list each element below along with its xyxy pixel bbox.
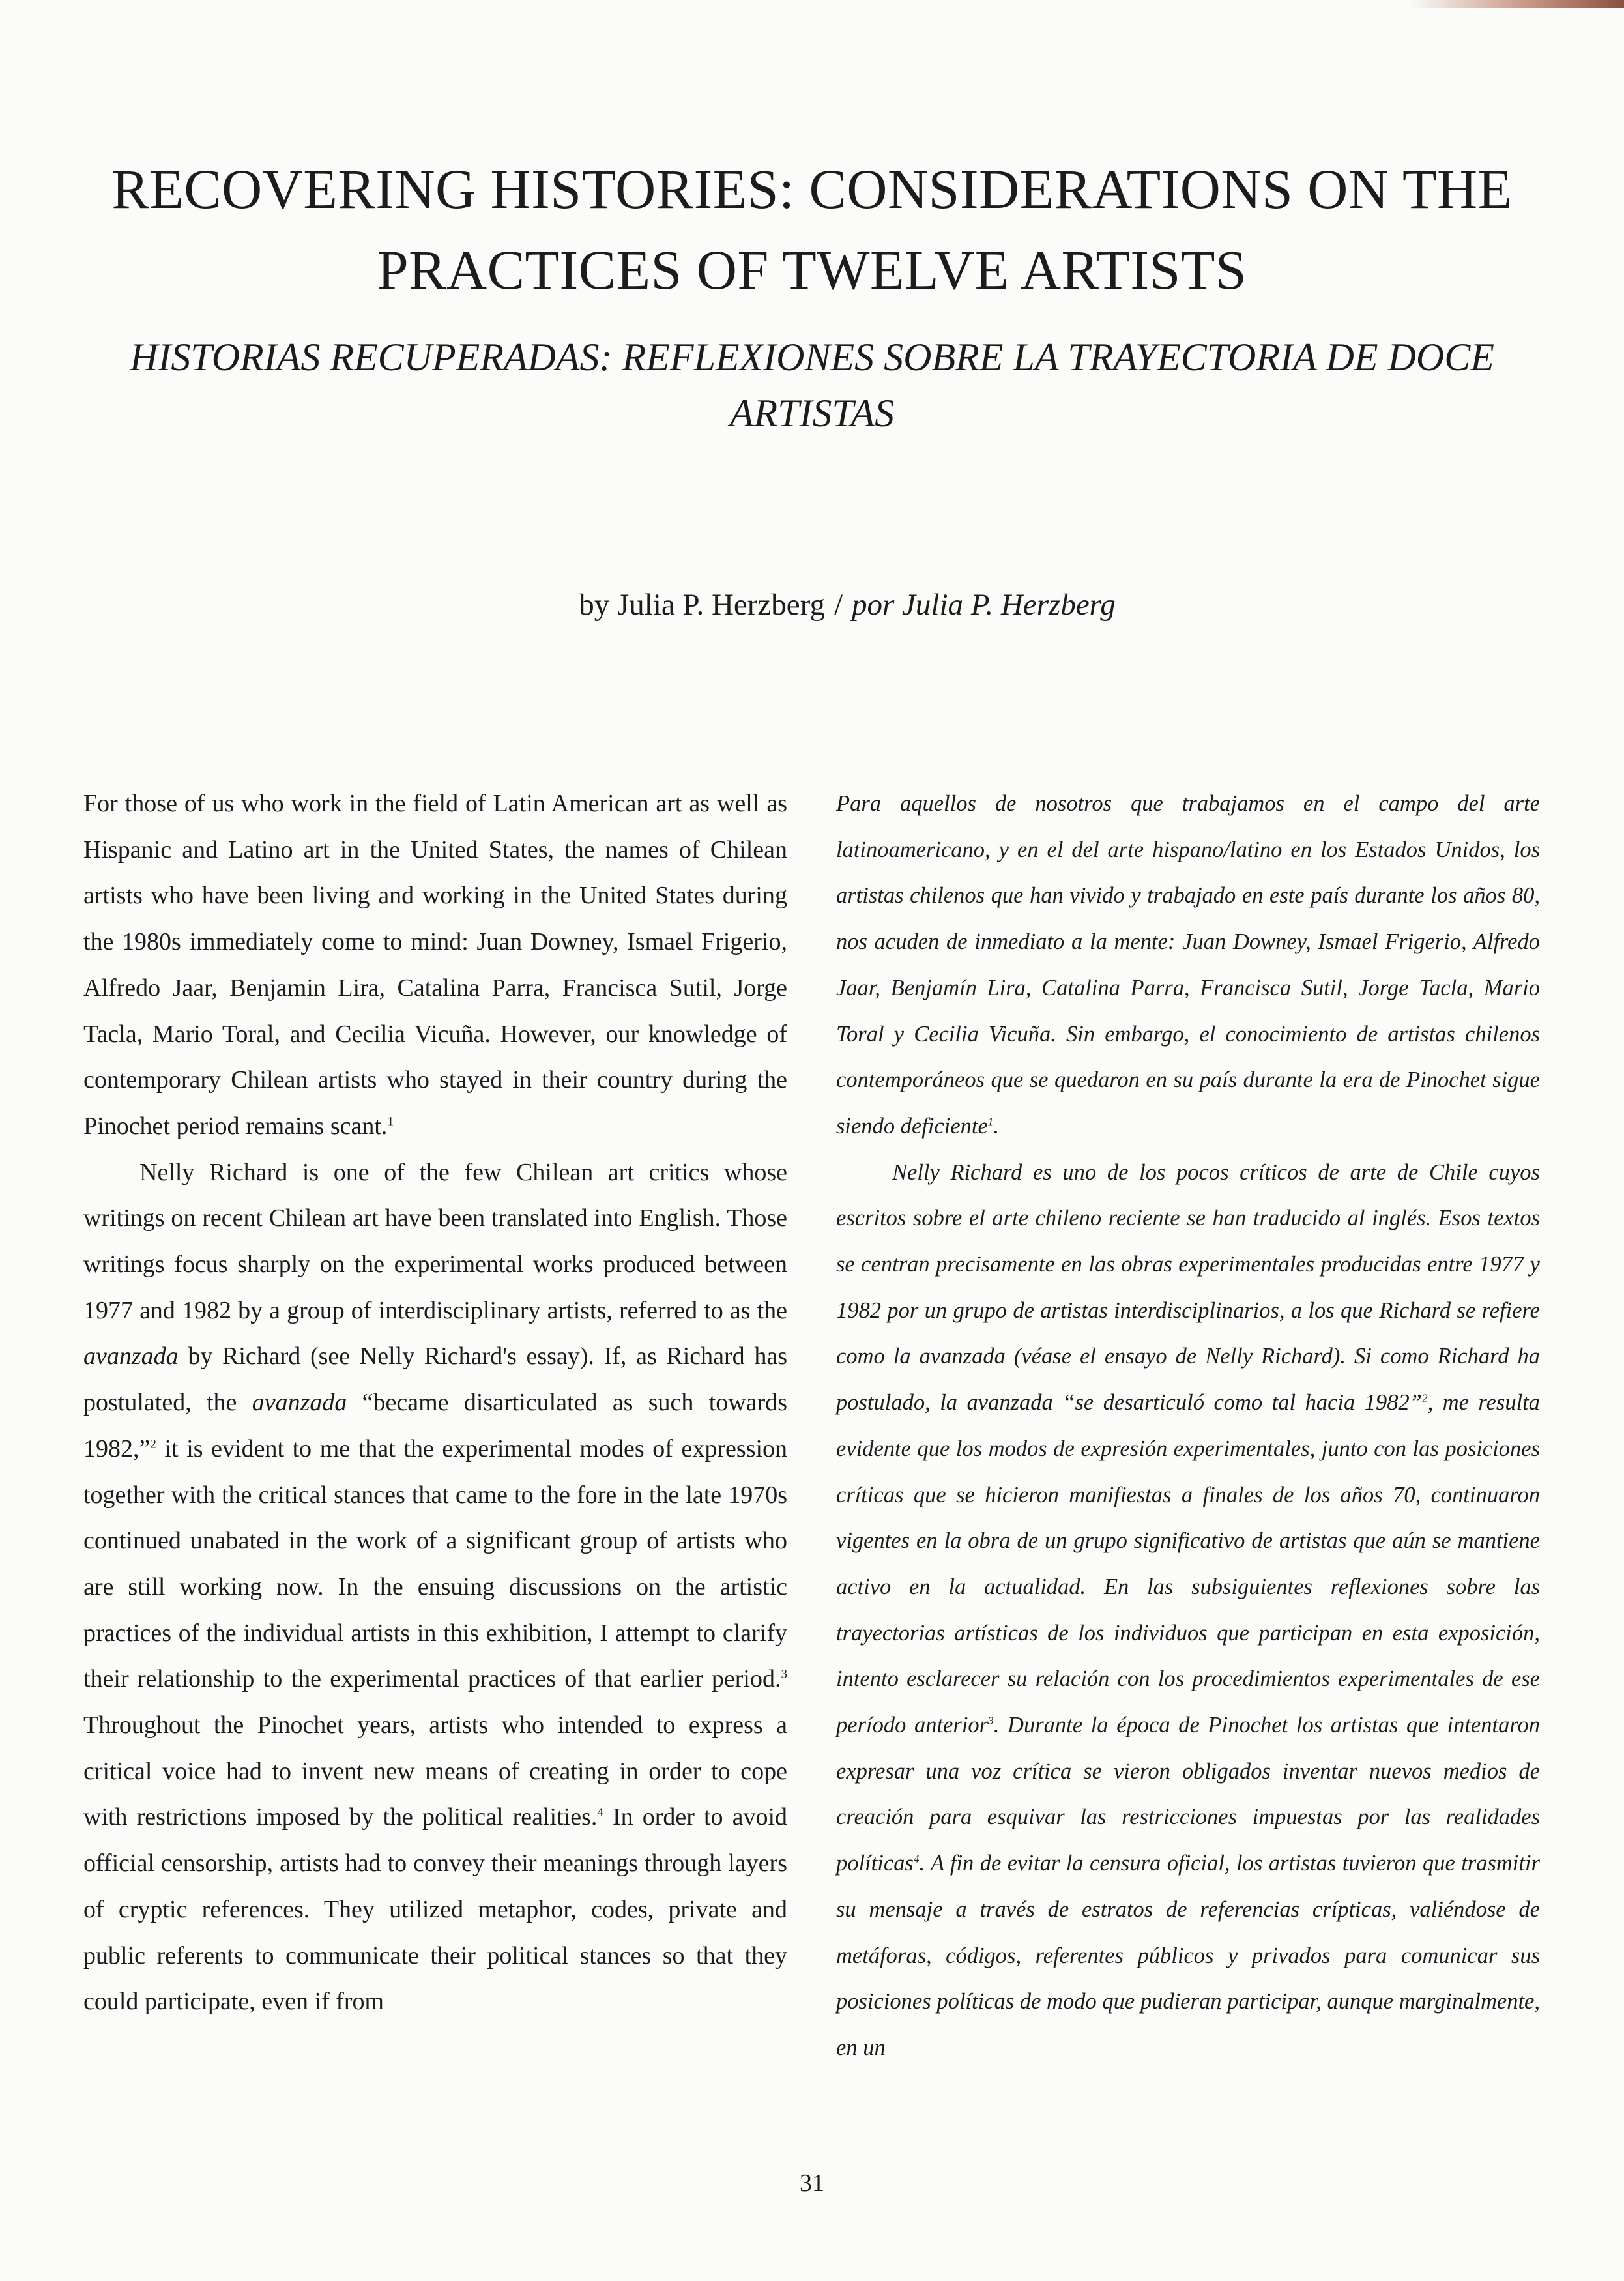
title-english: RECOVERING HISTORIES: CONSIDERATIONS ON THE PRACTICES OF TWELVE ARTISTS [111,158,1513,301]
term-avanzada: avanzada [83,1343,179,1371]
term-avanzada: avanzada [252,1389,347,1417]
english-paragraph-1 [83,781,787,1150]
footnote-ref-4: 4 [597,1805,603,1820]
english-p2-sentence-6: In order to avoid official censorship, artists had to convey their meanings through layers of cryptic references. They utilized metaphor, codes, private and public referents to communicate their political stances so that they could participate, even if from [83,1803,788,2016]
byline-separator: / [834,588,843,622]
english-p2-quote: “became disarticulated as such towards 1982,” [83,1389,788,1462]
footnote-ref-1: 1 [987,1115,994,1128]
spanish-paragraph-2 [836,1150,1540,2071]
byline [391,585,1303,624]
page-number: 31 [800,2170,824,2197]
english-p2-sentence-1: Nelly Richard is one of the few Chilean art critics whose writings on recent Chilean art have been translated into English. Those writings focus sharply on the experimental works produced between 1977 and 1982 by a group of interdisciplinary artists, referred to as the [83,1158,787,1324]
scan-edge-mark [1409,0,1624,8]
english-paragraph-2 [83,1150,787,2025]
english-p2-sentence-2: by Richard (see Nelly Richard's essay). If, as Richard has postulated, the [83,1343,788,1417]
footnote-ref-4: 4 [913,1852,920,1865]
spanish-p2-sentence-4: . A fin de evitar la censura oficial, los artistas tuvieron que trasmitir su mensaje a través de estratos de referencias crípticas, valiéndose de metáforas, códigos, referentes públicos y privados para comunicar sus posiciones políticas de modo que pudieran participar, aunque marginalmente, en un [836,1851,1540,2060]
spanish-p2-sentence-2: , me resulta evidente que los modos de expresión experimentales, junto con las posiciones críticas que se hicieron manifiestas a finales de los años 70, continuaron vigentes en la obra de un grupo significativo de artistas que aún se mantiene activo en la actualidad. En las subsiguientes reflexiones sobre las trayectorias artísticas de los individuos que participan en esta exposición, intento esclarecer su relación con los procedimientos experimentales de ese período anterior [836,1390,1540,1738]
spanish-p1-end: . [993,1113,1000,1139]
english-p2-sentence-5: Throughout the Pinochet years, artists who intended to express a critical voice had to invent new means of creating in order to cope with restrictions imposed by the political realities. [83,1711,787,1831]
footnote-ref-1: 1 [387,1114,394,1129]
spanish-p2-sentence-1: Nelly Richard es uno de los pocos críticos de arte de Chile cuyos escritos sobre el arte chileno reciente se han traducido al inglés. Esos textos se centran precisamente en las obras experimentales producidas entre 1977 y 1982 por un grupo de artistas interdisciplinarios, a los que Richard se refiere como la avanzada (véase el ensayo de Nelly Richard). Si como Richard ha postulado, la avanzada “se desarticuló como tal hacia 1982” [836,1159,1540,1416]
title-spanish: HISTORIAS RECUPERADAS: REFLEXIONES SOBRE LA TRAYECTORIA DE DOCE ARTISTAS [130,336,1494,435]
spanish-p1-text: Para aquellos de nosotros que trabajamos en el campo del arte latinoamericano, y en el del arte hispano/latino en los Estados Unidos, los artistas chilenos que han vivido y trabajado en este país durante los años 80, nos acuden de inmediato a la mente: Juan Downey, Ismael Frigerio, Alfredo Jaar, Benjamín Lira, Catalina Parra, Francisca Sutil, Jorge Tacla, Mario Toral y Cecilia Vicuña. Sin embargo, el conocimiento de artistas chilenos contemporáneos que se quedaron en su país durante la era de Pinochet sigue siendo deficiente [836,791,1540,1139]
english-column [83,781,787,2025]
footnote-ref-3: 3 [988,1714,994,1727]
byline-spanish: por Julia P. Herzberg [852,588,1116,622]
english-p2-sentence-4: it is evident to me that the experimental modes of expression together with the critical stances that came to the fore in the late 1970s continued unabated in the work of a significant group of artists who are still working now. In the ensuing discussions on the artistic practices of the individual artists in this exhibition, I attempt to clarify their relationship to the experimental practices of that earlier period. [83,1434,787,1693]
english-p1-text: For those of us who work in the field of Latin American art as well as Hispanic and Latino art in the United States, the names of Chilean artists who have been living and working in the United States during the 1980s immediately come to mind: Juan Downey, Ismael Frigerio, Alfredo Jaar, Benjamin Lira, Catalina Parra, Francisca Sutil, Jorge Tacla, Mario Toral, and Cecilia Vicuña. However, our knowledge of contemporary Chilean artists who stayed in their country during the Pinochet period remains scant. [83,790,787,1140]
spanish-p2-sentence-3: . Durante la época de Pinochet los artistas que intentaron expresar una voz crítica se vieron obligados inventar nuevos medios de creación para esquivar las restricciones impuestas por las realidades políticas [836,1713,1540,1876]
footnote-ref-2: 2 [1421,1391,1428,1404]
spanish-column [836,781,1540,2071]
byline-english: by Julia P. Herzberg [579,588,825,622]
spanish-paragraph-1 [836,781,1540,1150]
footnote-ref-2: 2 [150,1437,156,1451]
footnote-ref-3: 3 [781,1667,787,1681]
